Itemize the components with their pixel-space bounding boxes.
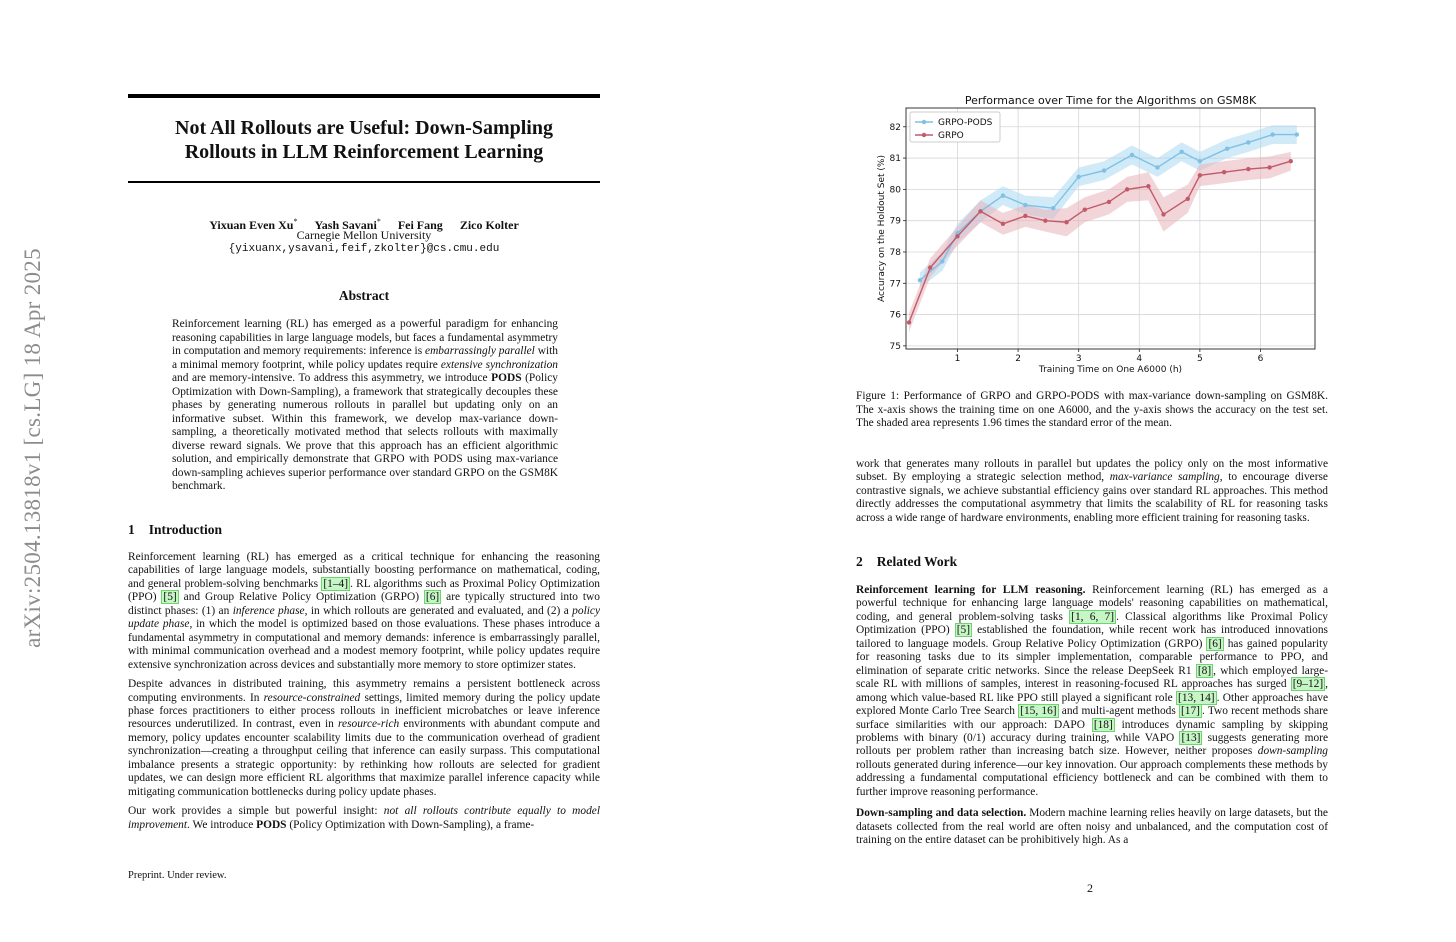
data-point <box>1001 193 1005 197</box>
citation-link[interactable]: [6] <box>1208 637 1222 650</box>
data-point <box>1179 150 1183 154</box>
x-tick-label: 4 <box>1136 354 1143 364</box>
citation-link[interactable]: [18] <box>1093 718 1113 731</box>
data-point <box>1198 173 1202 177</box>
x-tick-label: 3 <box>1075 354 1082 364</box>
author: Yash Savani* <box>314 217 381 232</box>
y-tick-label: 77 <box>889 279 901 290</box>
citation-link[interactable]: [13] <box>1181 731 1201 744</box>
arxiv-stamp <box>0 0 70 942</box>
paragraph: Despite advances in distributed training, this asymmetry remains a persistent bottleneck across computing environments. In resource-constrained settings, limited memory during the policy update phase forces practitioners to either process rollouts in inefficient microbatches or leave inference resources underutilized. In contrast, even in resource-rich environments with abundant compute and memory, policy updates encounter scalability limits due to the communication overhead of gradient synchronization—creating a throughput ceiling that inference can easily surpass. This computational imbalance presents a strategic opportunity: by rethinking how rollouts are selected for gradient updates, we can design more efficient RL algorithms that maximize parallel inference capacity while mitigating communication bottlenecks during policy update phases. <box>128 678 600 798</box>
data-point <box>1107 200 1111 204</box>
y-tick-label: 81 <box>889 154 901 165</box>
abstract-text: Reinforcement learning (RL) has emerged as a powerful paradigm for enhancing reasoning capabilities in large language models, but faces a fundamental asymmetry in computation and memory requirements: inference is embarrassingly parallel with a minimal memory footprint, while policy updates require extensive synchronization and are memory-intensive. To address this asymmetry, we introduce PODS (Policy Optimization with Down-Sampling), a framework that strategically decouples these phases by generating numerous rollouts in parallel but updating only on an informative subset. Within this framework, we develop max-variance down-sampling, a theoretically motivated method that selects rollouts with maximally diverse reward signals. We prove that this approach has an efficient algorithmic solution, and empirically demonstrate that GRPO with PODS using max-variance down-sampling achieves superior performance over standard GRPO on the GSM8K benchmark. <box>172 318 559 492</box>
title-line-2: Rollouts in LLM Reinforcement Learning <box>184 141 544 163</box>
data-point <box>1155 165 1159 169</box>
y-axis-label: Accuracy on the Holdout Set (%) <box>877 155 887 302</box>
footer-note: Preprint. Under review. <box>128 870 227 881</box>
data-point <box>978 209 982 213</box>
data-point <box>1043 218 1047 222</box>
data-point <box>1023 214 1027 218</box>
legend-marker <box>922 120 926 124</box>
x-tick-label: 1 <box>954 354 961 364</box>
title-rule-top <box>128 94 600 98</box>
paragraph: Down-sampling and data selection. Modern machine learning relies heavily on large datasets, but the datasets collected from the real world are often noisy and unbalanced, and the computation cost of training on the entire dataset can be prohibitively high. As a <box>856 807 1328 847</box>
title-line-1: Not All Rollouts are Useful: Down-Sampling <box>175 117 553 139</box>
legend-marker <box>922 133 926 137</box>
y-tick-label: 82 <box>889 122 901 133</box>
paragraph: Reinforcement learning (RL) has emerged as a critical technique for enhancing the reasoning capabilities of large language models, substantially boosting performance on mathematical, coding, and general problem-solving benchmarks [1–4] . RL algorithms such as Proximal Policy Optimization (PPO) [5] and Group Relative Policy Optimization (GRPO) [6] are typically structured into two distinct phases: (1) an inference phase, in which rollouts are generated and evaluated, and (2) a policy update phase, in which the model is optimized based on those evaluations. These phases introduce a fundamental asymmetry in computational and memory demands: inference is embarrassingly parallel, with minimal communication overhead and a modest memory footprint, while policy updates require extensive synchronization across devices and substantially more memory to store optimizer states. <box>128 551 601 671</box>
arxiv-id: arXiv:2504.13818v1 [cs.LG] 18 Apr 2025 <box>20 248 45 648</box>
affiliation: Carnegie Mellon University <box>296 228 432 242</box>
data-point <box>1246 167 1250 171</box>
data-point <box>1246 140 1250 144</box>
citation-link[interactable]: [5] <box>956 624 971 637</box>
related-work-body <box>856 584 1328 854</box>
data-point <box>1222 170 1226 174</box>
chart-legend <box>910 112 1000 142</box>
data-point <box>1267 165 1271 169</box>
intro-continuation <box>856 458 1328 531</box>
data-point <box>1023 203 1027 207</box>
author: Zico Kolter <box>459 218 519 232</box>
x-tick-label: 2 <box>1015 354 1021 364</box>
paragraph: Reinforcement learning for LLM reasoning. Reinforcement learning (RL) has emerged as a powerful technique for enhancing large language models' reasoning capabilities on mathematical, coding, and general problem-solving tasks [1, 6, 7] . Classical algorithms like Proximal Policy Optimization (PPO) [5] established the foundation, while recent work has introduced innovations tailored to language models. Group Relative Policy Optimization (GRPO) [6] has gained popularity for reasoning tasks due to its simpler implementation, comparable performance to PPO, and elimination of separate critic networks. Since the release DeepSeek R1 [8] , which employed large-scale RL with millions of samples, interest in reasoning-focused RL approaches has surged [9–12] , among which value-based RL like PPO still played a significant role [13, 14] . Other approaches have explored Monte Carlo Tree Search [15, 16] and multi-agent methods [17] . Two recent methods share surface similarities with our approach: DAPO [18] introduces dynamic sampling by skipping problems with binary (0/1) accuracy during training, while VAPO [13] suggests generating more rollouts per problem rather than increasing batch size. However, neither proposes down-sampling rollouts generated during inference—our key innovation. Our approach complements these methods by addressing a fundamental computational efficiency bottleneck and can be combined with them to further improve reasoning performance. <box>856 584 1329 798</box>
data-point <box>1146 184 1150 188</box>
page-number: 2 <box>1087 881 1093 895</box>
figure-1-chart <box>870 92 1320 382</box>
y-tick-label: 80 <box>889 185 901 196</box>
data-point <box>1125 187 1129 191</box>
data-point <box>1076 175 1080 179</box>
y-tick-label: 75 <box>889 341 901 352</box>
abstract-heading: Abstract <box>338 288 390 303</box>
data-point <box>1295 132 1299 136</box>
data-point <box>918 278 922 282</box>
citation-link[interactable]: [6] <box>425 591 440 604</box>
data-point <box>928 265 932 269</box>
y-tick-label: 76 <box>889 310 901 321</box>
line-chart <box>870 92 1320 382</box>
chart-title: Performance over Time for the Algorithms on GSM8K <box>964 94 1257 107</box>
citation-link[interactable]: [17] <box>1180 705 1200 718</box>
y-tick-label: 78 <box>889 247 901 258</box>
paragraph: work that generates many rollouts in parallel but updates the policy only on the most informative subset. By employing a strategic selection method, max-variance sampling, to encourage diverse contrastive signals, we achieve substantial efficiency gains over standard RL approaches. This method directly addresses the computational asymmetry that limits the scalability of RL for reasoning tasks across a wide range of hardware environments, enabling more efficient training for reasoning tasks. <box>856 458 1328 524</box>
section-heading-related-work: 2 Related Work <box>856 554 958 569</box>
author-emails: {yixuanx,ysavani,feif,zkolter}@cs.cmu.edu <box>228 243 500 255</box>
x-tick-label: 6 <box>1257 354 1264 364</box>
data-point <box>1051 206 1055 210</box>
data-point <box>955 234 959 238</box>
y-tick-label: 79 <box>889 216 901 227</box>
x-tick-label: 5 <box>1197 354 1203 364</box>
citation-link[interactable]: [8] <box>1197 664 1212 677</box>
legend-label: GRPO-PODS <box>938 118 993 128</box>
data-point <box>1102 168 1106 172</box>
author: Yixuan Even Xu* <box>209 217 298 232</box>
series-line <box>909 161 1291 322</box>
data-point <box>1083 208 1087 212</box>
paper-title <box>128 116 600 164</box>
data-point <box>1198 159 1202 163</box>
data-point <box>940 259 944 263</box>
data-point <box>1001 222 1005 226</box>
citation-link[interactable]: [5] <box>163 591 177 604</box>
introduction-body <box>128 551 600 838</box>
data-point <box>1289 159 1293 163</box>
citation-link[interactable]: [15, 16] <box>1020 705 1057 718</box>
paragraph: Our work provides a simple but powerful insight: not all rollouts contribute equally to model improvement. We introduce PODS (Policy Optimization with Down-Sampling), a frame- <box>128 805 601 831</box>
data-point <box>1130 153 1134 157</box>
citation-link[interactable]: [1–4] <box>323 577 349 590</box>
legend-label: GRPO <box>938 131 964 141</box>
citation-link[interactable]: [1, 6, 7] <box>1071 610 1115 623</box>
author: Fei Fang <box>397 218 443 232</box>
section-heading-introduction: 1 Introduction <box>128 522 223 537</box>
citation-link[interactable]: [13, 14] <box>1178 691 1215 704</box>
data-point <box>1270 132 1274 136</box>
title-rule-bottom <box>128 181 600 183</box>
data-point <box>1225 146 1229 150</box>
data-point <box>1161 212 1165 216</box>
data-point <box>1186 197 1190 201</box>
figure-caption: Figure 1: Performance of GRPO and GRPO-PODS with max-variance down-sampling on GSM8K. The x-axis shows the training time on one A6000, and the y-axis shows the accuracy on the test set. The shaded area represents 1.96 times the standard error of the mean. <box>856 390 1328 429</box>
data-point <box>907 320 911 324</box>
data-point <box>1064 220 1068 224</box>
citation-link[interactable]: [9–12] <box>1292 678 1324 691</box>
x-axis-label: Training Time on One A6000 (h) <box>1038 365 1183 375</box>
